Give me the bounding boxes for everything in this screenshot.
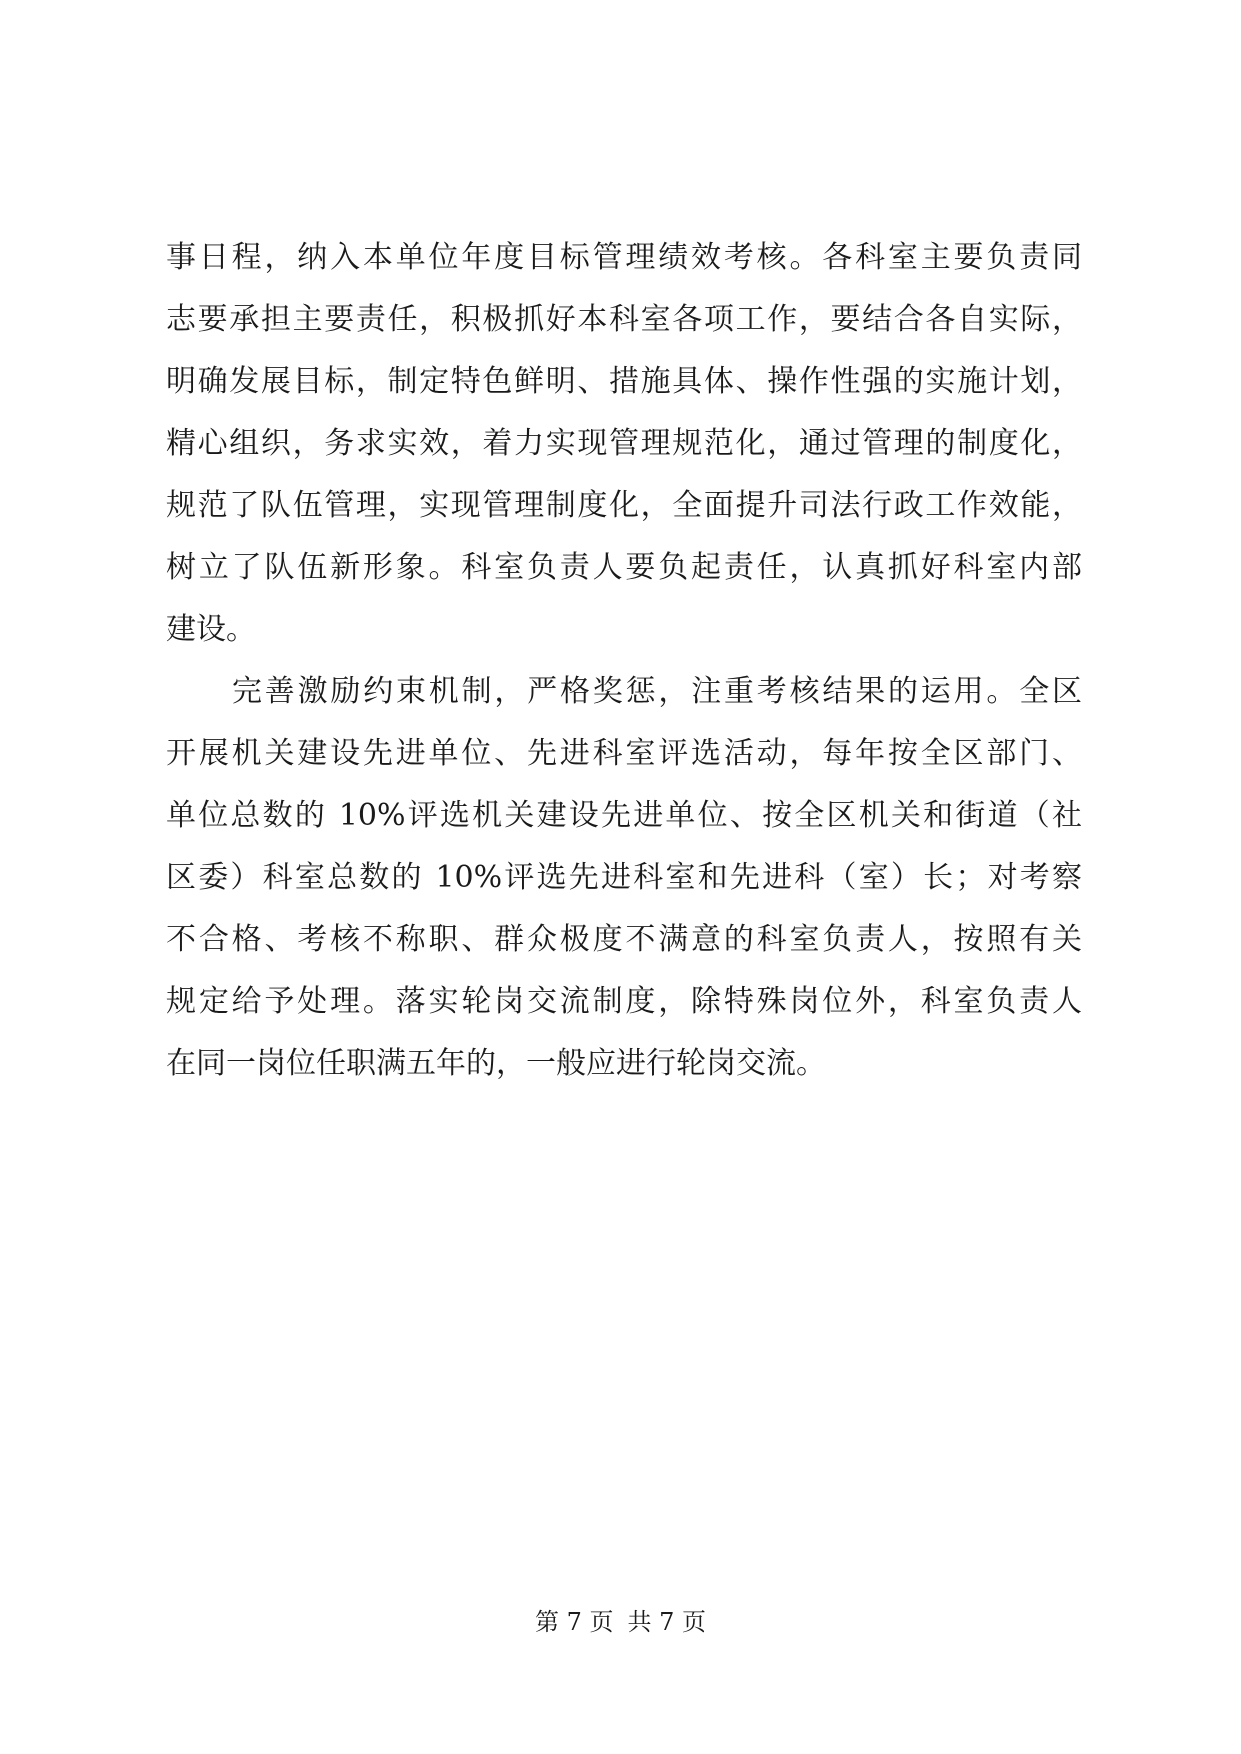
text-line: 规范了队伍管理，实现管理制度化，全面提升司法行政工作效能， xyxy=(166,488,1082,523)
text-line: 事日程，纳入本单位年度目标管理绩效考核。各科室主要负责同 xyxy=(166,240,1082,275)
text-line: 建设。 xyxy=(166,612,256,647)
page-number: 第 7 页 xyxy=(534,1608,614,1636)
text-line: 单位总数的 10%评选机关建设先进单位、按全区机关和街道（社 xyxy=(166,798,1082,833)
text-line: 规定给予处理。落实轮岗交流制度，除特殊岗位外，科室负责人 xyxy=(166,984,1082,1019)
document-body xyxy=(166,227,1082,1095)
text-line: 精心组织，务求实效，着力实现管理规范化，通过管理的制度化， xyxy=(166,426,1082,461)
text-line: 不合格、考核不称职、群众极度不满意的科室负责人，按照有关 xyxy=(166,922,1082,957)
text-line: 开展机关建设先进单位、先进科室评选活动，每年按全区部门、 xyxy=(166,736,1082,771)
text-line: 区委）科室总数的 10%评选先进科室和先进科（室）长；对考察 xyxy=(166,860,1082,895)
page-total: 共 7 页 xyxy=(627,1608,707,1636)
text-line: 明确发展目标，制定特色鲜明、措施具体、操作性强的实施计划， xyxy=(166,364,1082,399)
page-footer xyxy=(0,1606,1241,1638)
paragraph-first-line: 完善激励约束机制，严格奖惩，注重考核结果的运用。全区 xyxy=(232,674,1082,709)
text-line: 志要承担主要责任，积极抓好本科室各项工作，要结合各自实际， xyxy=(166,302,1082,337)
text-line: 在同一岗位任职满五年的，一般应进行轮岗交流。 xyxy=(166,1046,826,1081)
text-line: 树立了队伍新形象。科室负责人要负起责任，认真抓好科室内部 xyxy=(166,550,1082,585)
